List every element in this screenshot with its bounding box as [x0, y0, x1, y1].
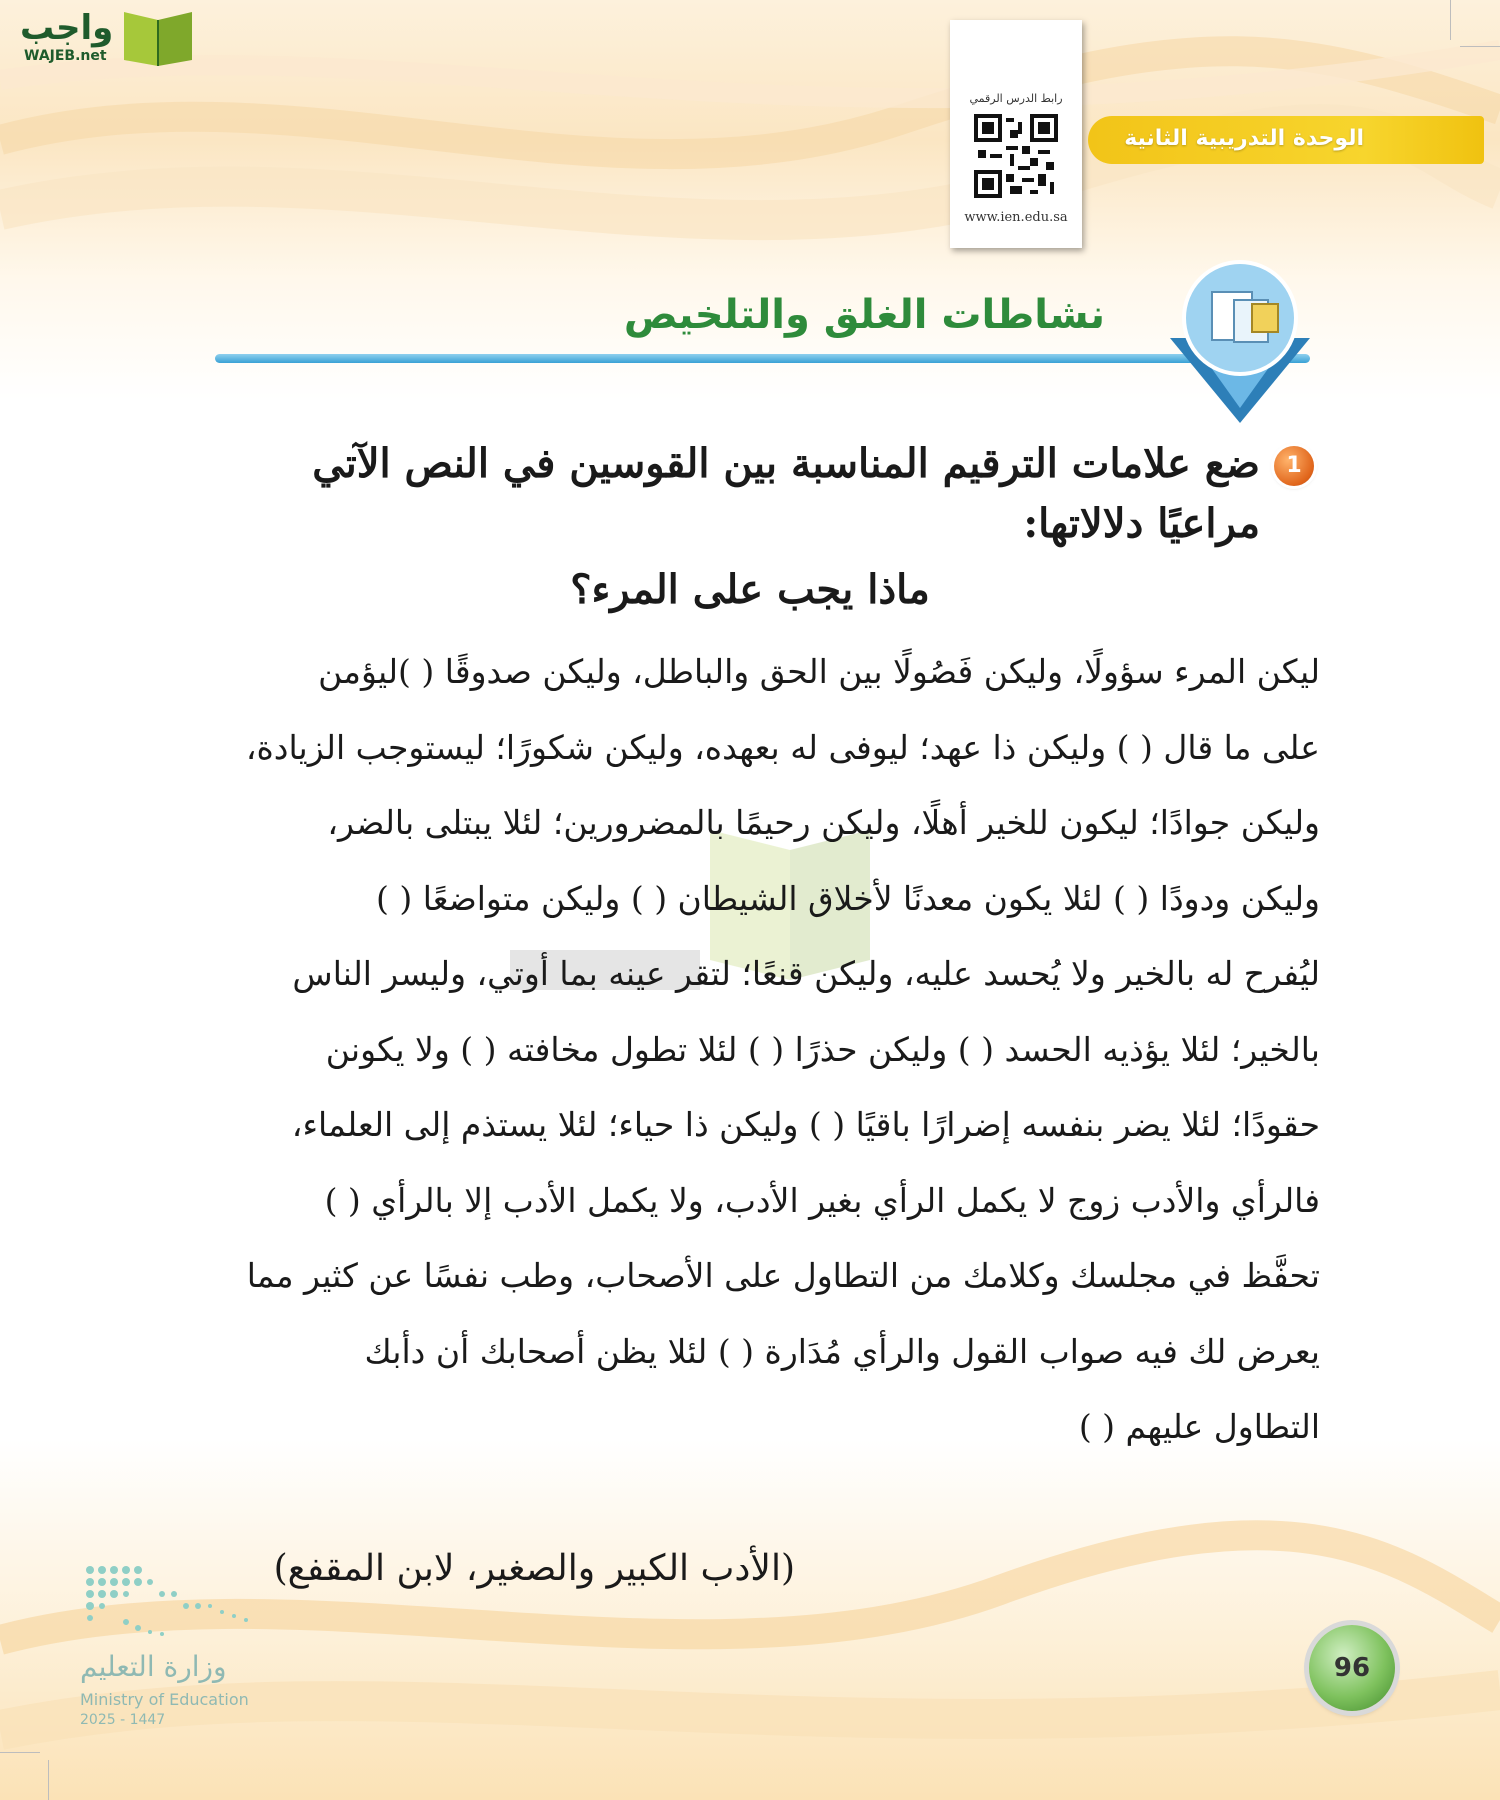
passage-source: (الأدب الكبير والصغير، لابن المقفع) [273, 1548, 795, 1589]
unit-banner [1088, 116, 1484, 164]
passage-line: التطاول عليهم ( ) [1078, 1407, 1320, 1446]
ministry-name-english: Ministry of Education [80, 1690, 249, 1709]
passage-title: ماذا يجب على المرء؟ [570, 566, 930, 613]
qr-title: رابط الدرس الرقمي [969, 92, 1063, 105]
page-number: 96 [1309, 1625, 1395, 1711]
qr-url[interactable]: www.ien.edu.sa [964, 210, 1068, 225]
passage-line: حقودًا؛ لئلا يضر بنفسه إضرارًا باقيًا ( ) وليكن ذا حياء؛ لئلا يستذم إلى العلماء، [291, 1105, 1320, 1144]
unit-title: الوحدة التدريبية الثانية [1124, 126, 1364, 151]
section-title: نشاطات الغلق والتلخيص [623, 292, 1105, 338]
logo-english-text: WAJEB.net [24, 48, 107, 64]
crop-mark [0, 1752, 40, 1753]
digital-lesson-qr-card[interactable] [950, 20, 1082, 248]
passage-line: فالرأي والأدب زوج لا يكمل الرأي بغير الأدب، ولا يكمل الأدب إلا بالرأي ( ) [324, 1180, 1320, 1220]
passage-line: بالخير؛ لئلا يؤذيه الحسد ( ) وليكن حذرًا ( ) لئلا تطول مخافته ( ) ولا يكونن [325, 1029, 1320, 1069]
activity-icon [1130, 258, 1330, 428]
question-text: ضع علامات الترقيم المناسبة بين القوسين في النص الآتي مراعيًا دلالاتها: [312, 440, 1260, 547]
passage-line: يعرض لك فيه صواب القول والرأي مُدَارة ( ) لئلا يظن أصحابك أن دأبك [364, 1331, 1320, 1371]
ministry-name-arabic: وزارة التعليم [80, 1650, 227, 1683]
qr-code-icon [974, 114, 1058, 198]
crop-mark [1450, 0, 1451, 40]
passage-line: تحفَّظ في مجلسك وكلامك من التطاول على الأصحاب، وطب نفسًا عن كثير مما [246, 1256, 1320, 1295]
ministry-dots-icon [80, 1550, 280, 1640]
crop-mark [1460, 46, 1500, 47]
ministry-year: 2025 - 1447 [80, 1712, 166, 1728]
passage-line: على ما قال ( ) وليكن ذا عهد؛ ليوفى له بعهده، وليكن شكورًا؛ ليستوجب الزيادة، [245, 727, 1320, 767]
logo-arabic-text: واجب [20, 8, 114, 48]
crop-mark [48, 1760, 49, 1800]
passage-line: وليكن ودودًا ( ) لئلا يكون معدنًا لأخلاق الشيطان ( ) وليكن متواضعًا ( ) [375, 878, 1320, 918]
wajeb-logo[interactable] [10, 8, 190, 68]
ministry-logo [80, 1550, 300, 1730]
passage-line: ليُفرح له بالخير ولا يُحسد عليه، وليكن قنعًا؛ لتقر عينه بما أوتي، وليسر الناس [292, 954, 1320, 993]
passage-body [215, 634, 1320, 1465]
passage-line: ليكن المرء سؤولًا، وليكن فَصُولًا بين الحق والباطل، وليكن صدوقًا ( )ليؤمن [318, 652, 1320, 691]
passage-line: وليكن جوادًا؛ ليكون للخير أهلًا، وليكن رحيمًا بالمضرورين؛ لئلا يبتلى بالضر، [327, 803, 1320, 842]
book-icon [120, 8, 196, 68]
question-number-badge: 1 [1274, 446, 1314, 486]
